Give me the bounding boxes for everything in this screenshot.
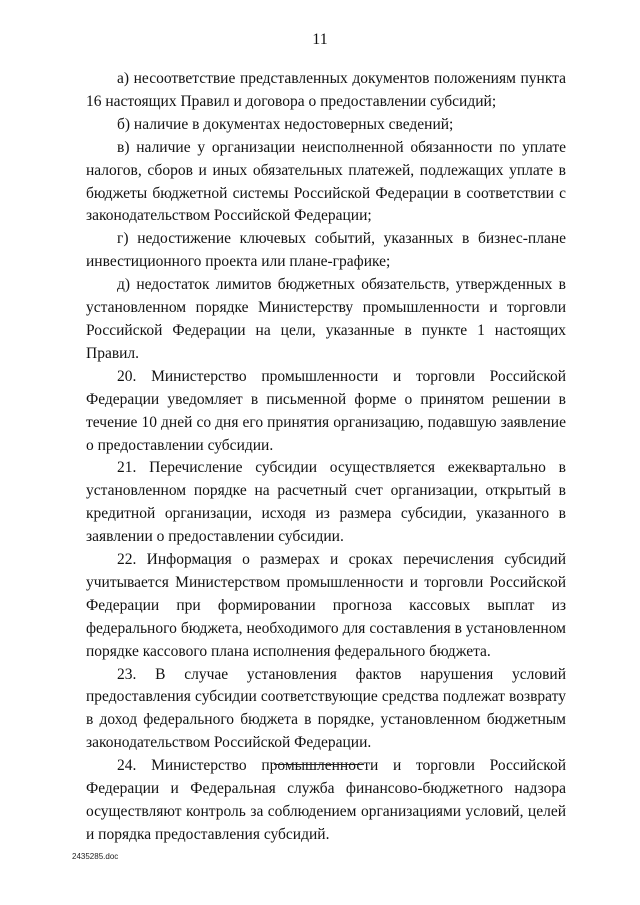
- document-body: [86, 68, 566, 847]
- paragraph-21: 21. Перечисление субсидии осуществляется ежеквартально в установленном порядке на расчетный счет организации, открытый в кредитной организации, исходя из размера субсидии, указанного в заявлении о предоставлении субсидии.: [86, 459, 566, 546]
- paragraph-item-g: г) недостижение ключевых событий, указанных в бизнес-плане инвестиционного проекта или плане-графике;: [86, 230, 566, 271]
- paragraph-23: 23. В случае установления фактов нарушения условий предоставления субсидии соответствующие средства подлежат возврату в доход федерального бюджета в порядке, установленном бюджетным законодательством Российской Федерации.: [86, 665, 566, 752]
- paragraph-22: 22. Информация о размерах и сроках перечисления субсидий учитывается Министерством промышленности и торговли Российской Федерации при формировании прогноза кассовых выплат из федерального бюджета, необходимого для составления в установленном порядке кассового плана исполнения федерального бюджета.: [86, 551, 566, 660]
- paragraph-20: 20. Министерство промышленности и торговли Российской Федерации уведомляет в письменной форме о принятом решении в течение 10 дней со дня его принятия организацию, подавшую заявление о предоставлении субсидии.: [86, 367, 566, 454]
- end-of-document-rule: [274, 764, 364, 765]
- paragraph-24: 24. Министерство промышленности и торговли Российской Федерации и Федеральная служба финансово-бюджетного надзора осуществляют контроль за соблюдением организациями условий, целей и порядка предоставления субсидий.: [86, 757, 566, 843]
- paragraph-item-b: б) наличие в документах недостоверных сведений;: [117, 115, 454, 133]
- page-number: 11: [312, 31, 328, 48]
- paragraph-item-a: а) несоответствие представленных документов положениям пункта 16 настоящих Правил и договора о предоставлении субсидий;: [86, 70, 566, 110]
- document-file-code: 2435285.doc: [72, 852, 119, 861]
- paragraph-item-d: д) недостаток лимитов бюджетных обязательств, утвержденных в установленном порядке Министерству промышленности и торговли Российской Федерации на цели, указанные в пункте 1 настоящих Правил.: [86, 276, 566, 362]
- paragraph-item-v: в) наличие у организации неисполненной обязанности по уплате налогов, сборов и иных обязательных платежей, подлежащих уплате в бюджеты бюджетной системы Российской Федерации в соответствии с законодательством Российской Федерации;: [86, 138, 566, 225]
